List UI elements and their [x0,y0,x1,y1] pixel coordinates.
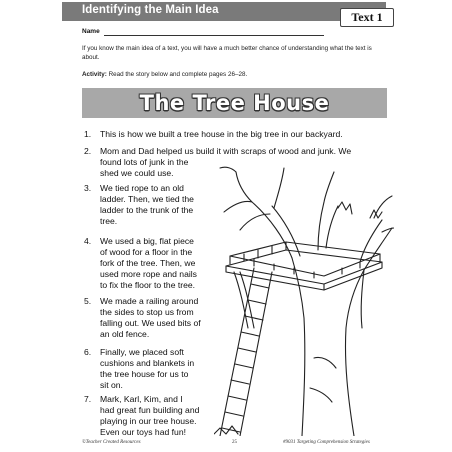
item-line: had great fun building and [100,405,200,415]
item-line: Mark, Karl, Kim, and I [100,394,183,404]
activity-paragraph [82,70,387,79]
story-title: The Tree House [139,91,330,115]
item-line: found lots of junk in the [100,157,189,167]
story-item-3 [84,183,224,229]
item-line: playing in our tree house. [100,416,197,426]
item-line: ladder to the trunk of the [100,205,194,215]
item-line: We tied rope to an old [100,183,184,193]
item-line: tree. [100,216,118,226]
item-line: fork of the tree. Then, we [100,258,196,268]
item-number: 2. [84,146,92,156]
story-item-4 [84,236,224,294]
item-number: 6. [84,347,92,357]
item-line: cushions and blankets in [100,358,195,368]
item-number: 1. [84,129,92,139]
item-line: falling out. We used bits of [100,318,201,328]
intro-paragraph: If you know the main idea of a text, you will have a much better chance of understanding what the text is about. [82,45,372,61]
tree-house-illustration [214,158,394,436]
item-number: 3. [84,183,92,193]
name-label: Name [82,28,100,35]
item-line: This is how we built a tree house in the big tree in our backyard. [100,129,343,139]
name-line[interactable] [104,35,324,36]
item-line: We made a railing around [100,296,199,306]
item-line: ladder. Then, we tied the [100,194,194,204]
item-line: sit on. [100,380,123,390]
item-line: Even our toys had fun! [100,427,186,437]
item-line: shed we could use. [100,168,174,178]
story-item-5 [84,296,224,342]
story-item-6 [84,347,224,393]
activity-text: Read the story below and complete pages 26–28. [108,71,248,78]
item-line: to fix the floor to the tree. [100,280,196,290]
activity-label: Activity: [82,71,107,78]
item-line: We used a big, flat piece [100,236,194,246]
item-line: used more rope and nails [100,269,197,279]
text-tab: Text 1 [340,8,394,27]
story-item-7 [84,394,224,440]
name-row [82,28,382,40]
item-number: 7. [84,394,92,404]
item-line: Finally, we placed soft [100,347,184,357]
item-number: 4. [84,236,92,246]
item-line: the sides to stop us from [100,307,194,317]
item-line: of wood for a floor in the [100,247,193,257]
footer-product: #9031 Targeting Comprehension Strategies [283,440,370,445]
item-number: 5. [84,296,92,306]
footer-page-number: 25 [232,440,237,445]
item-line: the tree house for us to [100,369,189,379]
item-line: Mom and Dad helped us build it with scraps of wood and junk. We [100,146,352,156]
footer-publisher: ©Teacher Created Resources [82,440,141,445]
header-title: Identifying the Main Idea [82,4,219,16]
item-line: an old fence. [100,329,150,339]
